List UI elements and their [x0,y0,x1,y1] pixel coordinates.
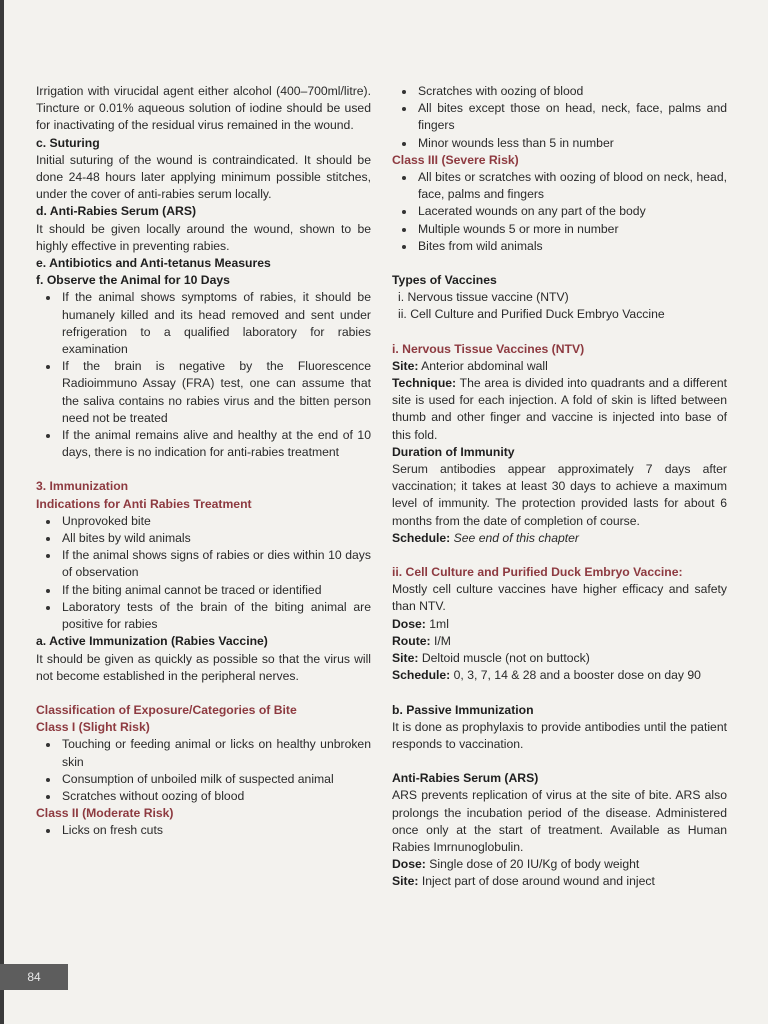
list-class-2-right [392,83,727,152]
spacer [392,685,727,702]
heading-class-2: Class II (Moderate Risk) [36,806,174,821]
paragraph-irrigation: Irrigation with virucidal agent either alcohol (400–700ml/litre). Tincture or 0.01% aqueous solution of iodine should be used for inactivating of the residual virus remained in the wound. [36,84,371,133]
list-types-of-vaccines [392,289,727,323]
heading-anti-rabies-serum: d. Anti-Rabies Serum (ARS) [36,204,197,219]
list-class-1 [36,736,371,805]
label-dose: Dose: [392,857,426,872]
list-class-2-left [36,822,371,839]
heading-classification: Classification of Exposure/Categories of Bite [36,702,297,717]
spacer [392,547,727,564]
heading-anti-rabies-serum-2: Anti-Rabies Serum (ARS) [392,771,539,786]
list-item: If the biting animal cannot be traced or identified [36,582,371,599]
list-item: If the animal shows symptoms of rabies, it should be humanely killed and its head removed and sent under refrigeration to a qualified laboratory for rabies examination [36,289,371,358]
heading-cell-culture-vaccine: ii. Cell Culture and Purified Duck Embryo Vaccine: [392,565,683,580]
spacer [36,461,371,478]
page-number: 84 [0,964,68,990]
value-route: I/M [433,633,451,648]
heading-antibiotics: e. Antibiotics and Anti-tetanus Measures [36,256,271,271]
heading-types-of-vaccines: Types of Vaccines [392,273,497,288]
list-item: Unprovoked bite [36,513,371,530]
list-item: If the animal remains alive and healthy at the end of 10 days, there is no indication for anti-rabies treatment [36,427,371,461]
spacer [36,685,371,702]
list-item: Lacerated wounds on any part of the body [392,203,727,220]
list-item: Scratches with oozing of blood [392,83,727,100]
list-item: All bites or scratches with oozing of blood on neck, head, face, palms and fingers [392,169,727,203]
left-column [36,83,371,840]
list-item: Touching or feeding animal or licks on healthy unbroken skin [36,736,371,770]
value-technique: The area is divided into quadrants and a different site is used for each injection. A fold of skin is lifted between thumb and other finger and vaccine is injected into base of this fold. [392,376,727,442]
heading-duration-of-immunity: Duration of Immunity [392,444,515,459]
list-observe-animal [36,289,371,461]
list-class-3 [392,169,727,255]
paragraph-duration: Serum antibodies appear approximately 7 days after vaccination; it takes at least 30 days to achieve a maximum level of immunity. The protection provided lasts for about 6 months from the date of completion of course. [392,462,727,528]
list-item: ii. Cell Culture and Purified Duck Embryo Vaccine [398,307,665,322]
heading-active-immunization: a. Active Immunization (Rabies Vaccine) [36,634,268,649]
ars-dose [392,856,727,873]
paragraph-passive-immunization: It is done as prophylaxis to provide antibodies until the patient responds to vaccination. [392,719,727,751]
label-site: Site: [392,651,419,666]
label-route: Route: [392,633,431,648]
list-item: All bites except those on head, neck, face, palms and fingers [392,100,727,134]
heading-class-3: Class III (Severe Risk) [392,152,519,167]
value-dose: Single dose of 20 IU/Kg of body weight [429,857,640,872]
cc-route [392,633,727,650]
list-item: If the brain is negative by the Fluorescence Radioimmuno Assay (FRA) test, one can assume that the saliva contains no rabies virus and the bitten person need not be treated [36,358,371,427]
value-schedule: See end of this chapter [453,530,579,545]
label-schedule: Schedule: [392,530,451,545]
heading-suturing: c. Suturing [36,135,100,150]
book-spine-edge [0,0,4,1024]
value-site: Anterior abdominal wall [421,358,548,373]
label-site: Site: [392,874,419,889]
cc-dose [392,616,727,633]
list-item: All bites by wild animals [36,530,371,547]
value-site: Deltoid muscle (not on buttock) [421,651,590,666]
spacer [392,324,727,341]
value-schedule: 0, 3, 7, 14 & 28 and a booster dose on day 90 [453,668,701,683]
paragraph-cell-culture: Mostly cell culture vaccines have higher efficacy and safety than NTV. [392,582,727,614]
ars-site [392,873,727,890]
paragraph-active-immunization: It should be given as quickly as possible so that the virus will not become established in the peripheral nerves. [36,651,371,683]
list-item: Scratches without oozing of blood [36,788,371,805]
value-dose: 1ml [429,616,449,631]
paragraph-anti-rabies-serum-2: ARS prevents replication of virus at the site of bite. ARS also prolongs the incubation period of the disease. Administered once only at the start of treatment. Available as Human Rabies Imrnunoglobulin. [392,788,727,854]
label-technique: Technique: [392,376,457,391]
ntv-schedule [392,530,727,547]
heading-immunization: 3. Immunization [36,479,129,494]
ntv-site [392,358,727,375]
ntv-technique [392,375,727,444]
heading-class-1: Class I (Slight Risk) [36,720,150,735]
list-item: Bites from wild animals [392,238,727,255]
list-item: Multiple wounds 5 or more in number [392,221,727,238]
label-dose: Dose: [392,616,426,631]
label-schedule: Schedule: [392,668,451,683]
list-item: Licks on fresh cuts [36,822,371,839]
list-item: Laboratory tests of the brain of the biting animal are positive for rabies [36,599,371,633]
heading-observe-animal: f. Observe the Animal for 10 Days [36,273,230,288]
list-indications [36,513,371,633]
list-item: Minor wounds less than 5 in number [392,135,727,152]
spacer [392,753,727,770]
list-item: If the animal shows signs of rabies or dies within 10 days of observation [36,547,371,581]
right-column [392,83,727,891]
paragraph-suturing: Initial suturing of the wound is contraindicated. It should be done 24-48 hours later applying minimum possible stitches, under the cover of anti-rabies serum locally. [36,152,371,202]
heading-indications: Indications for Anti Rabies Treatment [36,496,252,511]
list-item: i. Nervous tissue vaccine (NTV) [398,290,569,305]
cc-schedule [392,667,727,684]
label-site: Site: [392,358,419,373]
cc-site [392,650,727,667]
paragraph-anti-rabies-serum: It should be given locally around the wound, shown to be highly effective in preventing rabies. [36,221,371,253]
spacer [392,255,727,272]
value-site: Inject part of dose around wound and inject [421,874,655,889]
heading-nervous-tissue-vaccines: i. Nervous Tissue Vaccines (NTV) [392,341,585,356]
list-item: Consumption of unboiled milk of suspected animal [36,771,371,788]
heading-passive-immunization: b. Passive Immunization [392,702,534,717]
